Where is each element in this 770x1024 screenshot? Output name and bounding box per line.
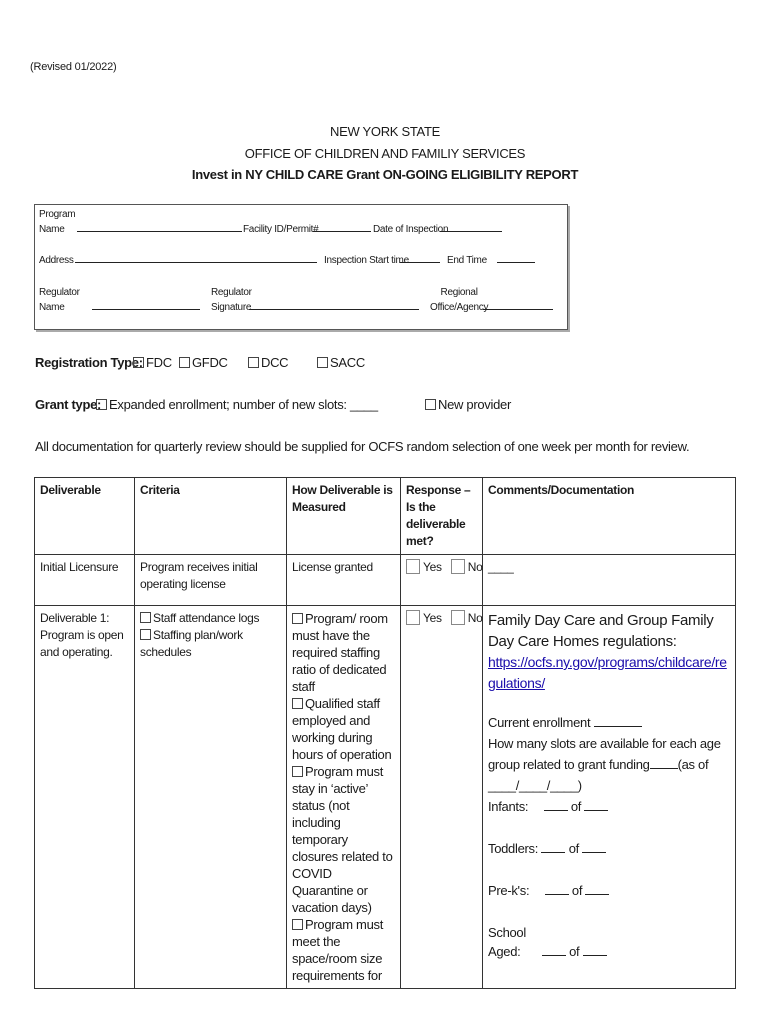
criteria-attendance-logs[interactable]: Staff attendance logs	[140, 610, 281, 627]
row1-no-checkbox[interactable]: No	[451, 560, 483, 574]
header-response: Response – Is the deliverable met?	[401, 478, 483, 555]
regulations-title: Family Day Care and Group Family Day Care Homes regulations:	[488, 612, 714, 650]
toddlers-row: Toddlers: of	[488, 838, 730, 859]
current-enrollment-field[interactable]	[594, 714, 642, 727]
address-field[interactable]	[75, 253, 317, 268]
row2-response	[401, 606, 483, 989]
grant-type-label: Grant type:	[35, 397, 102, 412]
table-row	[35, 555, 736, 606]
registration-fdc-checkbox[interactable]: FDC	[133, 355, 172, 370]
regulator-name-label: Regulator Name	[39, 287, 80, 313]
registration-type-label: Registration Type:	[35, 355, 143, 370]
instructions-text: All documentation for quarterly review should be supplied for OCFS random selection of one week per month for review.	[35, 439, 690, 454]
end-time-field[interactable]	[497, 253, 535, 268]
row2-yes-checkbox[interactable]: Yes	[406, 611, 442, 625]
measured-qualified-staff[interactable]: Qualified staff employed and working during hours of operation	[292, 696, 392, 762]
program-name-label: Program	[39, 209, 76, 220]
school-aged-row: Aged: of	[488, 943, 730, 960]
current-enrollment: Current enrollment	[488, 712, 730, 733]
prek-row: Pre-k's: of	[488, 880, 730, 901]
row1-criteria: Program receives initial operating license	[135, 555, 287, 606]
regional-office-label: Regional Office/Agency	[430, 287, 489, 313]
program-info-box: Program Name Facility ID/Permit# Date of Inspection Address Inspection Start time End Time Regulator Name Regulator Signature Regional Office/Agency	[34, 204, 568, 330]
registration-dcc-checkbox[interactable]: DCC	[248, 355, 288, 370]
facility-id-field[interactable]	[313, 222, 371, 237]
regulator-name-field[interactable]	[92, 300, 200, 315]
revision-date: (Revised 01/2022)	[30, 61, 117, 73]
row2-deliverable: Deliverable 1: Program is open and operating.	[35, 606, 135, 989]
header-comments: Comments/Documentation	[483, 478, 736, 555]
row2-comments	[483, 606, 736, 989]
row1-deliverable: Initial Licensure	[35, 555, 135, 606]
inspection-start-label: Inspection Start time	[324, 255, 409, 266]
criteria-staffing-plan[interactable]: Staffing plan/work schedules	[140, 628, 243, 659]
deliverables-table	[34, 477, 736, 989]
slots-question: How many slots are available for each age group related to grant funding (as of	[488, 736, 721, 772]
header-office: OFFICE OF CHILDREN AND FAMILIY SERVICES	[244, 146, 526, 161]
regulations-link[interactable]: https://ocfs.ny.gov/programs/childcare/regulations/	[488, 654, 727, 691]
header-deliverable: Deliverable	[35, 478, 135, 555]
end-time-label: End Time	[447, 255, 487, 266]
registration-sacc-checkbox[interactable]: SACC	[317, 355, 365, 370]
program-name-field[interactable]	[77, 222, 242, 237]
row2-measured	[287, 606, 401, 989]
header-state: NEW YORK STATE	[330, 124, 440, 139]
table-header-row	[35, 478, 736, 555]
regulator-signature-field[interactable]	[249, 300, 419, 315]
inspection-date-label: Date of Inspection	[373, 224, 449, 235]
inspection-date-field[interactable]	[440, 222, 502, 237]
address-label: Address	[39, 255, 74, 266]
grant-expanded-enrollment-checkbox[interactable]: Expanded enrollment; number of new slots: ____	[96, 397, 378, 412]
school-label: School	[488, 925, 526, 940]
header-criteria: Criteria	[135, 478, 287, 555]
measured-active-status[interactable]: Program must stay in ‘active’ status (not including temporary closures related to COVID Quarantine or vacation days)	[292, 764, 393, 915]
row2-criteria	[135, 606, 287, 989]
registration-gfdc-checkbox[interactable]: GFDC	[179, 355, 228, 370]
measured-staffing-ratio[interactable]: Program/ room must have the required staffing ratio of dedicated staff	[292, 611, 388, 694]
grant-new-provider-checkbox[interactable]: New provider	[425, 397, 511, 412]
inspection-start-field[interactable]	[400, 253, 440, 268]
table-row	[35, 606, 736, 989]
header-measured: How Deliverable is Measured	[287, 478, 401, 555]
report-title: Invest in NY CHILD CARE Grant ON-GOING ELIGIBILITY REPORT	[191, 167, 579, 182]
facility-id-label: Facility ID/Permit#	[243, 224, 319, 235]
row1-comments[interactable]: ____	[483, 555, 736, 606]
regulator-signature-label: Regulator Signature	[211, 287, 252, 313]
regional-office-field[interactable]	[483, 300, 553, 315]
row1-yes-checkbox[interactable]: Yes	[406, 560, 442, 574]
infants-row: Infants: of	[488, 796, 730, 817]
as-of-date[interactable]: ____/____/____)	[488, 778, 582, 793]
row1-response	[401, 555, 483, 606]
slots-field[interactable]	[650, 756, 678, 769]
row1-measured: License granted	[287, 555, 401, 606]
measured-space-requirements[interactable]: Program must meet the space/room size requirements for	[292, 917, 384, 983]
row2-no-checkbox[interactable]: No	[451, 611, 483, 625]
